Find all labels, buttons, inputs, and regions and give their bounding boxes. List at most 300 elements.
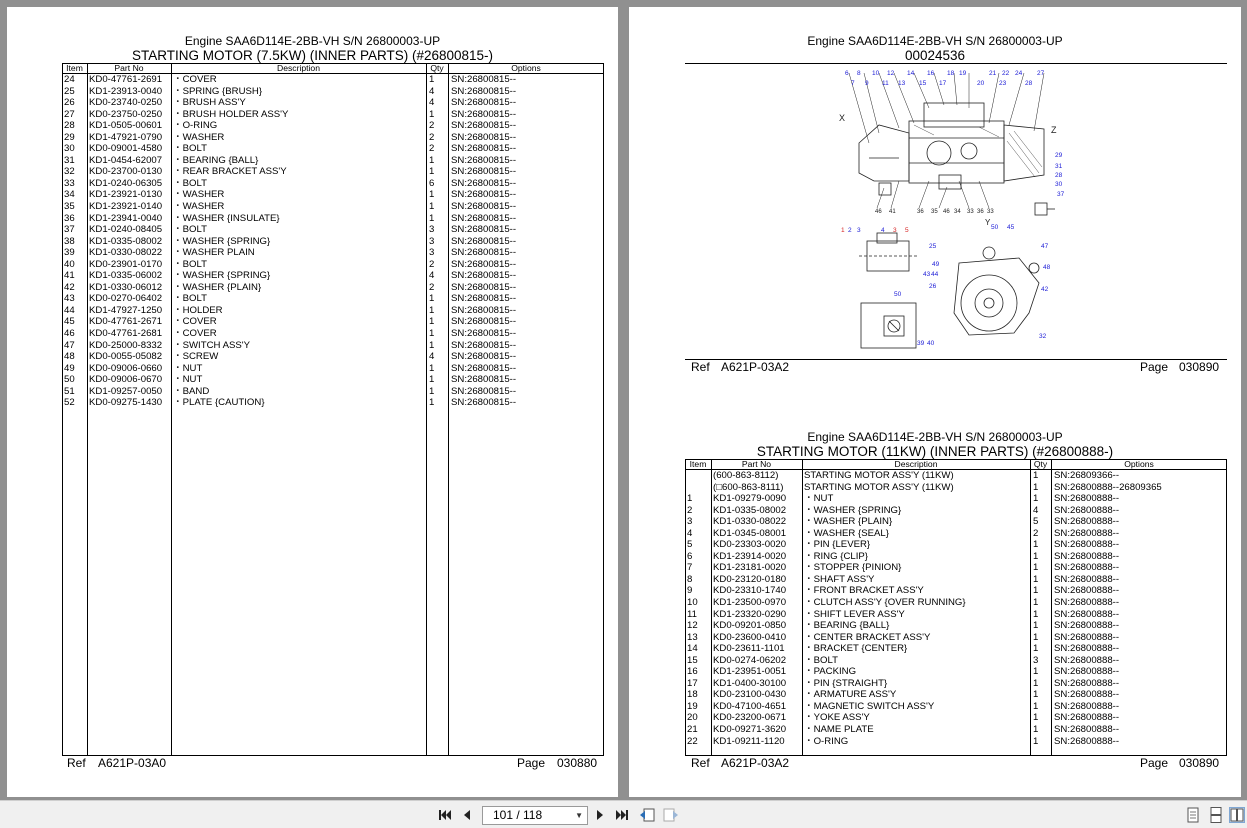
cell-part-no: KD0-23303-0020 [713, 539, 787, 551]
table-row [685, 655, 1227, 667]
cell-part-no: KD0-23700-0130 [89, 166, 163, 178]
cell-description: ・WASHER PLAIN [173, 247, 255, 259]
cell-description: ・BAND [173, 385, 210, 397]
diagram-footer-page-label: Page [1140, 360, 1169, 374]
cell-part-no: KD0-23750-0250 [89, 108, 163, 120]
view-label-y: Y [985, 218, 991, 227]
footer-ref-label: Ref [691, 756, 710, 770]
cell-item: 28 [64, 120, 75, 132]
cell-options: SN:26800888-- [1054, 562, 1120, 574]
pdf-page-right [629, 7, 1241, 797]
cell-options: SN:26800888-- [1054, 493, 1120, 505]
cell-item: 14 [687, 643, 698, 655]
column-header-description: Description [171, 63, 426, 74]
cell-part-no: KD0-09006-0660 [89, 362, 163, 374]
cell-options: SN:26800815-- [451, 189, 517, 201]
cell-description: ・HOLDER [173, 304, 223, 316]
cell-part-no: KD0-47761-2681 [89, 328, 163, 340]
footer-page-label: Page [1140, 756, 1169, 770]
svg-text:50: 50 [894, 291, 902, 298]
table-row [685, 678, 1227, 690]
cell-description: ・PIN {LEVER} [804, 539, 871, 551]
cell-options: SN:26800888-- [1054, 597, 1120, 609]
cell-description: ・BRUSH ASS'Y [173, 97, 246, 109]
cell-part-no: KD1-47927-1250 [89, 304, 163, 316]
cell-part-no: KD1-0400-30100 [713, 677, 787, 689]
svg-text:4: 4 [881, 227, 885, 234]
section-title-2: STARTING MOTOR (11KW) (INNER PARTS) (#26800888-) [756, 444, 1114, 459]
cell-description: ・PACKING [804, 666, 857, 678]
cell-options: SN:26800888-- [1054, 620, 1120, 632]
cell-qty: 3 [429, 247, 435, 259]
cell-part-no: KD1-47921-0790 [89, 131, 163, 143]
cell-part-no: KD1-0330-06012 [89, 281, 163, 293]
next-page-icon[interactable] [592, 808, 608, 822]
cell-description: ・SWITCH ASS'Y [173, 339, 250, 351]
svg-text:7: 7 [851, 80, 855, 87]
svg-text:42: 42 [1041, 286, 1049, 293]
cell-part-no: KD1-09211-1120 [713, 735, 785, 747]
single-page-view-icon[interactable] [1186, 807, 1202, 823]
parts-table [62, 63, 604, 409]
svg-text:22: 22 [1002, 70, 1010, 77]
table-row [685, 666, 1227, 678]
cell-part-no: KD0-23310-1740 [713, 585, 787, 597]
cell-description: ・WASHER {SPRING} [173, 270, 271, 282]
svg-text:11: 11 [882, 80, 889, 87]
last-page-icon[interactable] [614, 808, 630, 822]
cell-description: ・WASHER [173, 189, 225, 201]
svg-text:24: 24 [1015, 70, 1023, 77]
cell-part-no: KD1-23921-0140 [89, 201, 163, 213]
cell-part-no: KD1-23921-0130 [89, 189, 163, 201]
cell-options: SN:26800888-- [1054, 504, 1120, 516]
table-row [62, 166, 604, 178]
cell-part-no: KD1-0454-62007 [89, 154, 163, 166]
column-header-part-no: Part No [711, 459, 802, 470]
diagram-footer-ref-label: Ref [691, 360, 710, 374]
cell-qty: 1 [429, 362, 435, 374]
cell-options: SN:26800815-- [451, 258, 517, 270]
svg-text:50: 50 [991, 224, 999, 231]
cell-options: SN:26800815-- [451, 328, 517, 340]
cell-description: ・BOLT [173, 293, 207, 305]
cell-part-no: KD0-47761-2691 [89, 74, 163, 85]
prev-page-icon[interactable] [459, 808, 475, 822]
cell-item: 21 [687, 724, 698, 736]
cell-item: 4 [687, 527, 693, 539]
cell-description: ・BOLT [173, 143, 207, 155]
cell-qty: 1 [1033, 539, 1039, 551]
cell-item: 16 [687, 666, 698, 678]
column-header-options: Options [448, 63, 604, 74]
cell-options: SN:26800888-- [1054, 712, 1120, 724]
cell-part-no: KD1-09257-0050 [89, 385, 163, 397]
cell-description: ・WASHER {SPRING} [173, 235, 271, 247]
cell-item: 50 [64, 374, 75, 386]
cell-part-no: KD0-0270-06402 [89, 293, 163, 305]
cell-item: 47 [64, 339, 75, 351]
cell-description: STARTING MOTOR ASS'Y (11KW) [804, 481, 954, 493]
cell-qty: 1 [1033, 712, 1039, 724]
cell-options: SN:26800888-- [1054, 654, 1120, 666]
svg-text:6: 6 [845, 70, 849, 77]
table-row [62, 316, 604, 328]
cell-description: ・BOLT [173, 224, 207, 236]
table-row [62, 201, 604, 213]
svg-text:33: 33 [967, 209, 974, 215]
column-header-part-no: Part No [87, 63, 171, 74]
cell-part-no: KD1-0240-06305 [89, 177, 163, 189]
cell-description: ・NUT [804, 493, 834, 505]
cell-qty: 6 [429, 177, 435, 189]
cell-description: ・WASHER {PLAIN} [804, 516, 893, 528]
cell-options: SN:26800815-- [451, 201, 517, 213]
cell-options: SN:26800888-- [1054, 573, 1120, 585]
section-title: STARTING MOTOR (7.5KW) (INNER PARTS) (#26800815-) [131, 48, 494, 63]
svg-text:33: 33 [987, 209, 994, 215]
cell-item: 35 [64, 201, 75, 213]
cell-options: SN:26800815-- [451, 212, 517, 224]
table-row [685, 736, 1227, 748]
cell-part-no: KD1-0335-06002 [89, 270, 163, 282]
cell-description: ・O-RING [173, 120, 218, 132]
svg-text:28: 28 [1055, 172, 1063, 179]
cell-item: 18 [687, 689, 698, 701]
cell-qty: 1 [1033, 550, 1039, 562]
cell-description: ・SPRING {BRUSH} [173, 85, 263, 97]
cell-options: SN:26800815-- [451, 143, 517, 155]
cell-qty: 1 [1033, 689, 1039, 701]
table-row [62, 97, 604, 109]
table-row [685, 724, 1227, 736]
svg-text:30: 30 [1055, 181, 1063, 188]
table-row [62, 120, 604, 132]
cell-item: 31 [64, 154, 75, 166]
cell-item: 25 [64, 85, 75, 97]
cell-item: 30 [64, 143, 75, 155]
cell-item: 51 [64, 385, 75, 397]
cell-options: SN:26809366-- [1054, 470, 1120, 481]
table-row [62, 213, 604, 225]
cell-qty: 1 [1033, 724, 1039, 736]
cell-part-no: KD0-47761-2671 [89, 316, 163, 328]
cell-description: ・SCREW [173, 351, 219, 363]
table-row [685, 551, 1227, 563]
bottom-toolbar [0, 800, 1247, 828]
cell-options: SN:26800888-- [1054, 735, 1120, 747]
two-page-view-icon[interactable] [1229, 807, 1245, 823]
cell-part-no: KD0-47100-4651 [713, 700, 787, 712]
cell-options: SN:26800888-- [1054, 585, 1120, 597]
table-row [685, 712, 1227, 724]
table-row [62, 363, 604, 375]
cell-options: SN:26800888-- [1054, 677, 1120, 689]
cell-item: 26 [64, 97, 75, 109]
table-row [62, 293, 604, 305]
cell-description: ・BRACKET {CENTER} [804, 643, 908, 655]
cell-part-no: KD1-0345-08001 [713, 527, 787, 539]
cell-item: 46 [64, 328, 75, 340]
footer-page-label: Page [517, 756, 546, 770]
cell-description: ・BOLT [804, 654, 838, 666]
cell-qty: 1 [429, 397, 435, 409]
cell-options: SN:26800815-- [451, 247, 517, 259]
svg-text:47: 47 [1041, 243, 1049, 250]
parts-table [685, 459, 1227, 747]
cell-part-no: KD0-23120-0180 [713, 573, 787, 585]
cell-qty: 1 [1033, 608, 1039, 620]
cell-options: SN:26800888-- [1054, 643, 1120, 655]
svg-text:8: 8 [857, 70, 861, 77]
cell-item: 39 [64, 247, 75, 259]
svg-text:46: 46 [943, 209, 950, 215]
cell-qty: 1 [1033, 735, 1039, 747]
svg-text:26: 26 [929, 283, 937, 290]
column-header-options: Options [1051, 459, 1227, 470]
cell-part-no: KD1-0330-08022 [713, 516, 787, 528]
table-row [685, 620, 1227, 632]
starting-motor-exploded-diagram [839, 63, 1079, 359]
cell-qty: 1 [1033, 481, 1039, 493]
cell-qty: 4 [429, 270, 435, 282]
cell-options: SN:26800888-- [1054, 631, 1120, 643]
cell-options: SN:26800815-- [451, 74, 517, 85]
cell-part-no: (600-863-8112) [713, 470, 779, 481]
cell-item: 38 [64, 235, 75, 247]
cell-item: 7 [687, 562, 693, 574]
cell-qty: 1 [1033, 470, 1039, 481]
cell-description: ・BEARING {BALL} [173, 154, 259, 166]
footer-page-number: 030880 [557, 756, 598, 770]
cell-part-no: KD0-23740-0250 [89, 97, 163, 109]
cell-part-no: KD1-23913-0040 [89, 85, 163, 97]
cell-qty: 2 [429, 120, 435, 132]
page-number-select[interactable] [482, 806, 588, 825]
cell-options: SN:26800815-- [451, 177, 517, 189]
cell-item: 27 [64, 108, 75, 120]
svg-text:18: 18 [947, 70, 955, 77]
cell-options: SN:26800815-- [451, 224, 517, 236]
column-header-item: Item [62, 63, 87, 74]
cell-description: ・PIN {STRAIGHT} [804, 677, 888, 689]
cell-item [685, 470, 711, 482]
svg-text:20: 20 [977, 80, 985, 87]
table-row [685, 701, 1227, 713]
cell-qty: 2 [429, 143, 435, 155]
table-row [685, 574, 1227, 586]
cell-qty: 1 [429, 385, 435, 397]
cell-part-no: KD1-0335-08002 [713, 504, 787, 516]
cell-qty: 2 [429, 131, 435, 143]
cell-options: SN:26800815-- [451, 120, 517, 132]
cell-qty: 1 [1033, 666, 1039, 678]
cell-part-no: KD1-23951-0051 [713, 666, 787, 678]
chevron-down-icon: ▼ [575, 811, 583, 820]
cell-qty: 2 [1033, 527, 1039, 539]
column-header-qty: Qty [426, 63, 448, 74]
cell-part-no: (□600-863-8111) [713, 481, 784, 493]
cell-options: SN:26800888-- [1054, 666, 1120, 678]
cell-part-no: KD0-09201-0850 [713, 620, 787, 632]
cell-part-no: KD0-09006-0670 [89, 374, 163, 386]
cell-qty: 1 [1033, 562, 1039, 574]
cell-part-no: KD1-23181-0020 [713, 562, 787, 574]
table-row [62, 109, 604, 121]
diagram-id: 00024536 [904, 48, 966, 63]
cell-qty: 5 [1033, 516, 1039, 528]
table-row [62, 386, 604, 398]
table-row [685, 470, 1227, 482]
table-row [62, 86, 604, 98]
svg-text:9: 9 [865, 80, 869, 87]
cell-description: ・REAR BRACKET ASS'Y [173, 166, 287, 178]
cell-options: SN:26800888-- [1054, 550, 1120, 562]
cell-part-no: KD1-0335-08002 [89, 235, 163, 247]
svg-text:10: 10 [872, 70, 880, 77]
table-row [685, 643, 1227, 655]
cell-qty: 1 [429, 374, 435, 386]
svg-text:1: 1 [841, 227, 845, 234]
column-header-description: Description [802, 459, 1030, 470]
cell-item: 44 [64, 304, 75, 316]
cell-qty: 1 [429, 316, 435, 328]
svg-text:31: 31 [1055, 163, 1063, 170]
cell-item: 37 [64, 224, 75, 236]
cell-options: SN:26800815-- [451, 85, 517, 97]
cell-options: SN:26800815-- [451, 281, 517, 293]
cell-description: ・WASHER {INSULATE} [173, 212, 280, 224]
cell-options: SN:26800888-- [1054, 700, 1120, 712]
cell-item: 19 [687, 700, 698, 712]
svg-text:13: 13 [898, 80, 906, 87]
svg-text:34: 34 [954, 209, 961, 215]
cell-item: 17 [687, 677, 698, 689]
cell-options: SN:26800888-- [1054, 724, 1120, 736]
cell-options: SN:26800888-- [1054, 608, 1120, 620]
cell-part-no: KD0-25000-8332 [89, 339, 163, 351]
cell-item: 6 [687, 550, 693, 562]
cell-description: ・BOLT [173, 177, 207, 189]
cell-options: SN:26800815-- [451, 397, 517, 409]
go-back-icon[interactable] [639, 808, 655, 822]
cell-item: 29 [64, 131, 75, 143]
svg-text:32: 32 [1039, 333, 1047, 340]
cell-qty: 1 [1033, 620, 1039, 632]
table-row [62, 143, 604, 155]
continuous-view-icon[interactable] [1209, 807, 1225, 823]
cell-qty: 3 [429, 235, 435, 247]
cell-description: ・WASHER [173, 131, 225, 143]
cell-part-no: KD1-23500-0970 [713, 597, 787, 609]
engine-title: Engine SAA6D114E-2BB-VH S/N 26800003-UP [807, 34, 1063, 48]
svg-text:43: 43 [923, 271, 931, 278]
cell-description: ・O-RING [804, 735, 849, 747]
diagram-footer-page-number: 030890 [1179, 360, 1220, 374]
footer-ref-label: Ref [67, 756, 86, 770]
cell-qty: 1 [1033, 597, 1039, 609]
table-row [62, 247, 604, 259]
view-label-x: X [839, 113, 846, 123]
svg-text:36: 36 [977, 209, 984, 215]
cell-item: 11 [687, 608, 697, 620]
cell-item: 36 [64, 212, 75, 224]
cell-qty: 1 [429, 74, 435, 85]
svg-text:49: 49 [932, 261, 940, 268]
cell-description: ・COVER [173, 328, 217, 340]
cell-item: 9 [687, 585, 693, 597]
table-row [62, 132, 604, 144]
cell-description: STARTING MOTOR ASS'Y (11KW) [804, 470, 954, 481]
cell-qty: 1 [1033, 573, 1039, 585]
cell-part-no: KD0-23901-0170 [89, 258, 163, 270]
table-row [685, 585, 1227, 597]
svg-text:2: 2 [848, 227, 852, 234]
cell-options: SN:26800815-- [451, 351, 517, 363]
cell-options: SN:26800888-- [1054, 527, 1120, 539]
cell-part-no: KD0-23100-0430 [713, 689, 787, 701]
cell-part-no: KD1-23320-0290 [713, 608, 787, 620]
cell-item: 13 [687, 631, 698, 643]
table-header-row [62, 63, 604, 74]
cell-qty: 3 [429, 224, 435, 236]
cell-options: SN:26800815-- [451, 385, 517, 397]
cell-part-no: KD1-09279-0090 [713, 493, 787, 505]
engine-title-2: Engine SAA6D114E-2BB-VH S/N 26800003-UP [807, 430, 1063, 444]
cell-description: ・MAGNETIC SWITCH ASS'Y [804, 700, 935, 712]
cell-options: SN:26800815-- [451, 166, 517, 178]
footer-page-number: 030890 [1179, 756, 1220, 770]
cell-qty: 1 [1033, 700, 1039, 712]
cell-description: ・STOPPER {PINION} [804, 562, 902, 574]
cell-options: SN:26800815-- [451, 108, 517, 120]
svg-text:16: 16 [927, 70, 935, 77]
cell-options: SN:26800888-- [1054, 539, 1120, 551]
diagram-footer-ref: A621P-03A2 [721, 360, 790, 374]
cell-qty: 1 [429, 189, 435, 201]
column-header-item: Item [685, 459, 711, 470]
cell-part-no: KD0-09271-3620 [713, 724, 787, 736]
cell-item: 45 [64, 316, 75, 328]
cell-item: 34 [64, 189, 75, 201]
cell-qty: 1 [1033, 493, 1039, 505]
cell-description: ・SHIFT LEVER ASS'Y [804, 608, 905, 620]
cell-options: SN:26800815-- [451, 316, 517, 328]
cell-qty: 1 [429, 304, 435, 316]
table-row [62, 397, 604, 409]
cell-options: SN:26800888--26809365 [1054, 481, 1162, 493]
cell-qty: 1 [429, 212, 435, 224]
table-row [62, 224, 604, 236]
cell-description: ・YOKE ASS'Y [804, 712, 870, 724]
table-row [62, 351, 604, 363]
cell-item: 15 [687, 654, 698, 666]
cell-options: SN:26800888-- [1054, 689, 1120, 701]
svg-text:23: 23 [999, 80, 1007, 87]
table-row [685, 482, 1227, 494]
table-row [685, 632, 1227, 644]
first-page-icon[interactable] [437, 808, 453, 822]
cell-part-no: KD1-23914-0020 [713, 550, 787, 562]
cell-description: ・CLUTCH ASS'Y {OVER RUNNING} [804, 597, 966, 609]
cell-qty: 1 [429, 328, 435, 340]
go-forward-icon[interactable] [663, 808, 679, 822]
table-row [685, 609, 1227, 621]
cell-options: SN:26800815-- [451, 235, 517, 247]
footer-ref: A621P-03A2 [721, 756, 790, 770]
svg-text:35: 35 [931, 209, 938, 215]
cell-qty: 1 [429, 339, 435, 351]
